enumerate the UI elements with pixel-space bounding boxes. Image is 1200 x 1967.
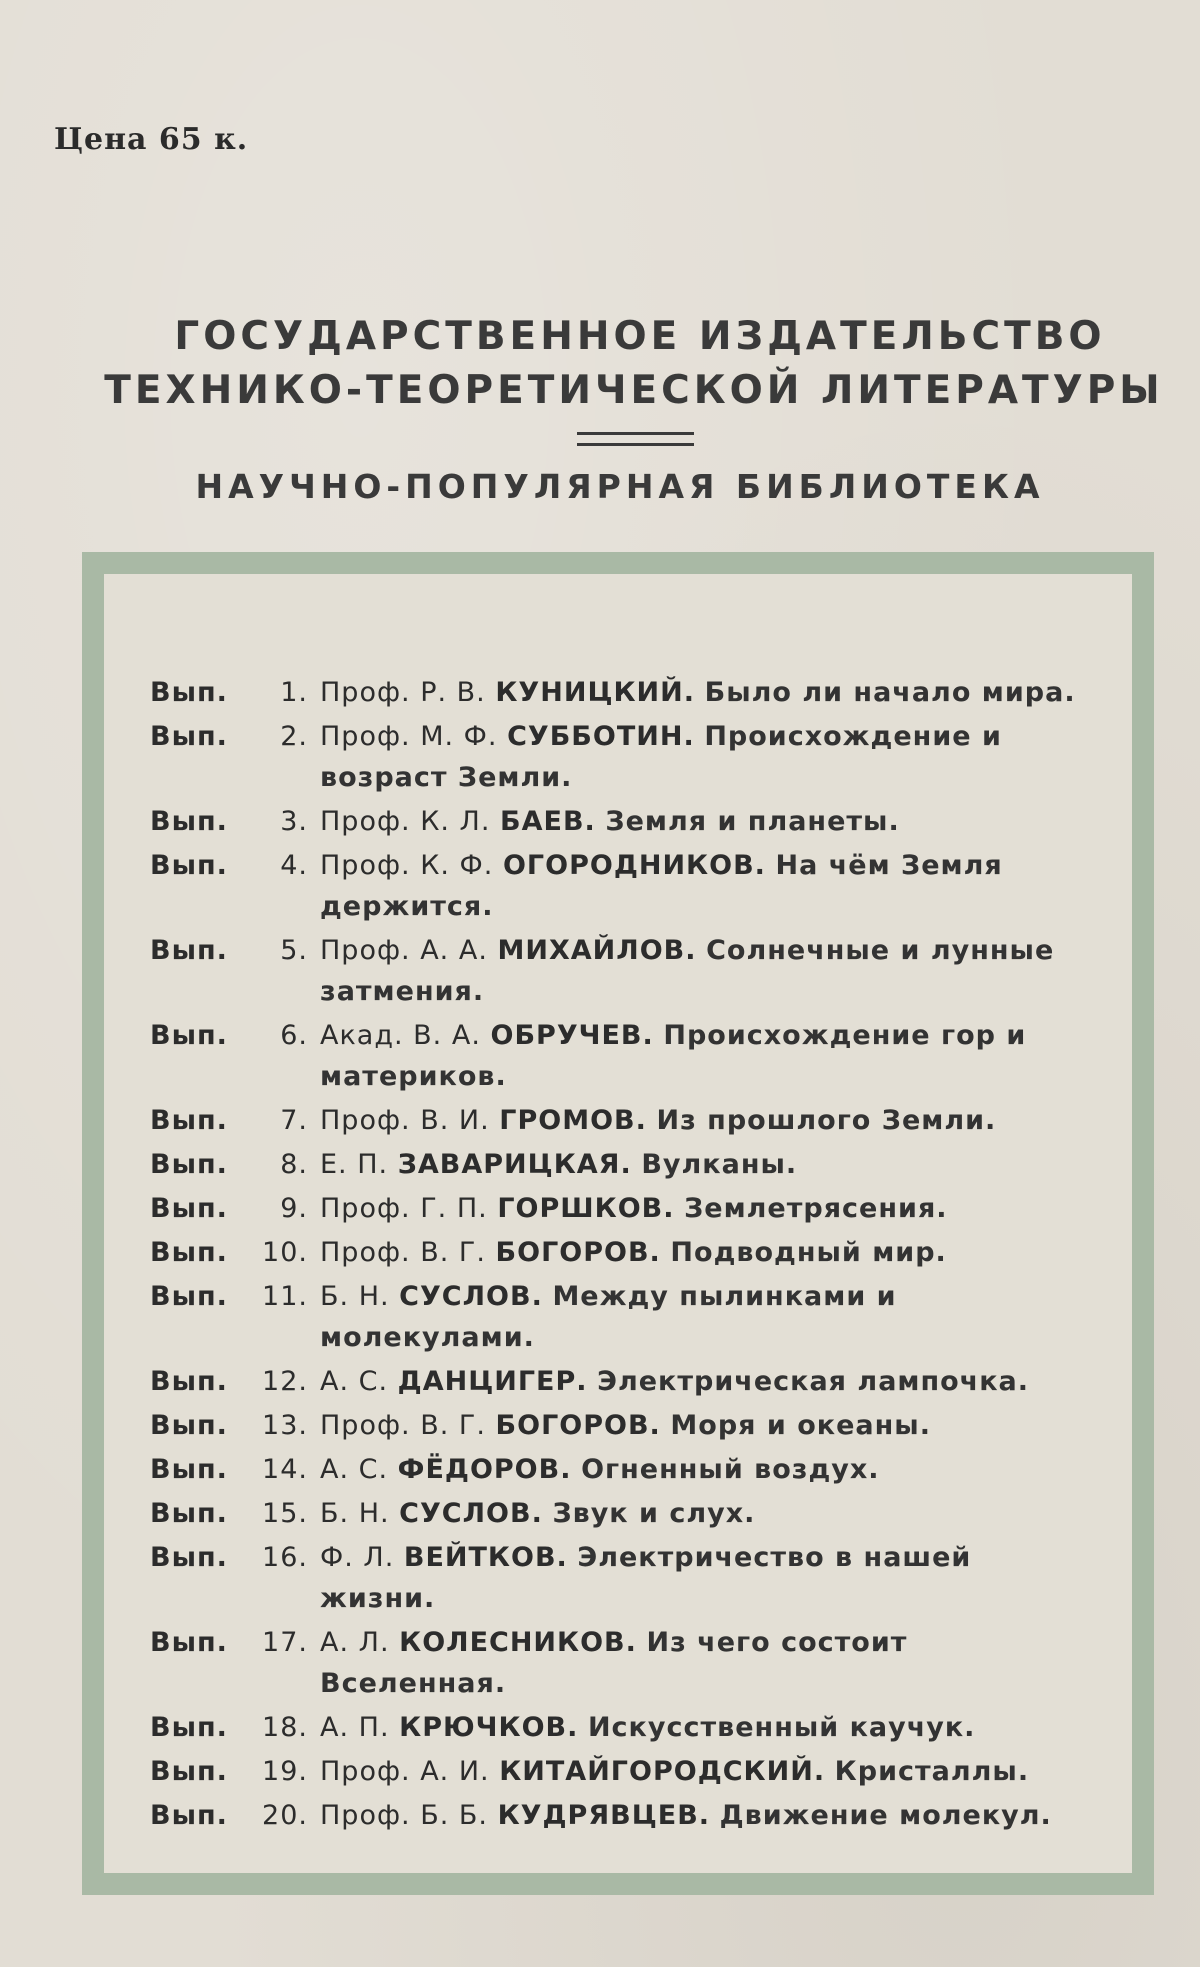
issue-author-prefix: Проф. Р. В.	[320, 677, 486, 708]
issue-number: 6.	[280, 1020, 308, 1051]
issue-title: Звук и слух.	[552, 1498, 756, 1529]
issue-author: СУСЛОВ.	[399, 1281, 543, 1312]
issue-label: Вып.	[150, 935, 228, 966]
issue-author-prefix: Е. П.	[320, 1149, 389, 1180]
issue-author: ЗАВАРИЦКАЯ.	[397, 1149, 632, 1180]
issue-number: 15.	[262, 1498, 308, 1529]
issue-title: Вулканы.	[641, 1149, 798, 1180]
issue-text	[320, 1232, 1095, 1273]
issue-number: 18.	[262, 1712, 308, 1743]
issue-title: Солнечные и лунные затмения.	[320, 935, 1055, 1007]
issue-number: 7.	[280, 1105, 308, 1136]
issue-number: 4.	[280, 850, 308, 881]
issue-author-prefix: Проф. А. И.	[320, 1756, 490, 1787]
issue-author: БАЕВ.	[500, 806, 596, 837]
issue-author: КРЮЧКОВ.	[399, 1712, 579, 1743]
issue-title: Из чего состоит Вселенная.	[320, 1627, 908, 1699]
issue-item	[150, 930, 1095, 1012]
issue-label: Вып.	[150, 806, 228, 837]
issue-title: Электрическая лампочка.	[597, 1366, 1030, 1397]
issue-author-prefix: Проф. К. Ф.	[320, 850, 494, 881]
issue-text	[320, 672, 1095, 713]
issue-author-prefix: Проф. Г. П.	[320, 1193, 488, 1224]
issue-label: Вып.	[150, 1366, 228, 1397]
issue-number: 10.	[262, 1237, 308, 1268]
issue-title: Огненный воздух.	[581, 1454, 880, 1485]
issue-number: 13.	[262, 1410, 308, 1441]
issue-text	[320, 1622, 1095, 1704]
issue-number: 9.	[280, 1193, 308, 1224]
issue-label: Вып.	[150, 1410, 228, 1441]
issue-item	[150, 1449, 1095, 1490]
issue-text	[320, 1100, 1095, 1141]
issue-author: ДАНЦИГЕР.	[397, 1366, 588, 1397]
issue-label: Вып.	[150, 1237, 228, 1268]
issue-text	[320, 930, 1095, 1012]
issue-text	[320, 1537, 1095, 1619]
issue-author-prefix: Проф. В. Г.	[320, 1410, 486, 1441]
issue-number: 5.	[280, 935, 308, 966]
issue-text	[320, 1493, 1095, 1534]
issue-text	[320, 1015, 1095, 1097]
issue-text	[320, 716, 1095, 798]
issue-item	[150, 1100, 1095, 1141]
issue-number: 16.	[262, 1542, 308, 1573]
issue-item	[150, 1232, 1095, 1273]
issue-title: Моря и океаны.	[670, 1410, 931, 1441]
issue-author-prefix: А. С.	[320, 1366, 389, 1397]
issue-label: Вып.	[150, 1281, 228, 1312]
issue-author: ГРОМОВ.	[499, 1105, 647, 1136]
issue-label: Вып.	[150, 1756, 228, 1787]
issue-author-prefix: Проф. Б. Б.	[320, 1800, 489, 1831]
issue-item	[150, 1493, 1095, 1534]
issue-title: Между пылинками и молекулами.	[320, 1281, 897, 1353]
issue-title: Подводный мир.	[670, 1237, 947, 1268]
issue-item	[150, 1015, 1095, 1097]
issue-text	[320, 1405, 1095, 1446]
issue-label: Вып.	[150, 1542, 228, 1573]
issue-author: СУББОТИН.	[507, 721, 695, 752]
issue-number: 8.	[280, 1149, 308, 1180]
issue-author-prefix: Проф. М. Ф.	[320, 721, 498, 752]
issue-title: На чём Земля держится.	[320, 850, 1003, 922]
issue-item	[150, 672, 1095, 713]
issue-author-prefix: Б. Н.	[320, 1498, 390, 1529]
issue-author-prefix: Проф. К. Л.	[320, 806, 491, 837]
issue-item	[150, 1188, 1095, 1229]
issue-title: Электричество в нашей жизни.	[320, 1542, 972, 1614]
issue-number: 20.	[262, 1800, 308, 1831]
issue-item	[150, 1276, 1095, 1358]
publisher-name-line-2: ТЕХНИКО-ТЕОРЕТИЧЕСКОЙ ЛИТЕРАТУРЫ	[104, 368, 1164, 413]
issue-item	[150, 1622, 1095, 1704]
issue-author-prefix: Проф. В. И.	[320, 1105, 490, 1136]
series-title: НАУЧНО-ПОПУЛЯРНАЯ БИБЛИОТЕКА	[195, 467, 1045, 506]
issue-text	[320, 1361, 1095, 1402]
issue-label: Вып.	[150, 1627, 228, 1658]
issue-label: Вып.	[150, 1020, 228, 1051]
issue-number: 17.	[262, 1627, 308, 1658]
issue-author: ОБРУЧЕВ.	[490, 1020, 654, 1051]
issue-label: Вып.	[150, 721, 228, 752]
issue-item	[150, 1751, 1095, 1792]
issue-number: 19.	[262, 1756, 308, 1787]
issue-item	[150, 716, 1095, 798]
issue-label: Вып.	[150, 1193, 228, 1224]
double-rule-divider	[577, 432, 694, 446]
issue-author-prefix: Акад. В. А.	[320, 1020, 481, 1051]
issue-title: Землетрясения.	[684, 1193, 948, 1224]
issue-text	[320, 1188, 1095, 1229]
issue-label: Вып.	[150, 1454, 228, 1485]
issue-list	[150, 672, 1095, 1839]
issue-title: Движение молекул.	[719, 1800, 1052, 1831]
issue-item	[150, 1537, 1095, 1619]
issue-number: 11.	[262, 1281, 308, 1312]
issue-label: Вып.	[150, 1800, 228, 1831]
issue-label: Вып.	[150, 850, 228, 881]
issue-author-prefix: А. П.	[320, 1712, 390, 1743]
issue-number: 2.	[280, 721, 308, 752]
issue-item	[150, 1361, 1095, 1402]
issue-text	[320, 1276, 1095, 1358]
issue-title: Искусственный каучук.	[587, 1712, 976, 1743]
issue-item	[150, 1795, 1095, 1836]
issue-text	[320, 801, 1095, 842]
issue-text	[320, 1795, 1095, 1836]
issue-label: Вып.	[150, 1498, 228, 1529]
issue-author: МИХАЙЛОВ.	[497, 935, 697, 966]
issue-item	[150, 1707, 1095, 1748]
issue-title: Кристаллы.	[834, 1756, 1030, 1787]
publisher-name-line-1: ГОСУДАРСТВЕННОЕ ИЗДАТЕЛЬСТВО	[174, 314, 1106, 359]
issue-title: Происхождение гор и материков.	[320, 1020, 1027, 1092]
issue-item	[150, 1405, 1095, 1446]
issue-author: ВЕЙТКОВ.	[403, 1542, 568, 1573]
issue-number: 1.	[280, 677, 308, 708]
issue-author: ФЁДОРОВ.	[397, 1454, 572, 1485]
issue-title: Происхождение и возраст Земли.	[320, 721, 1002, 793]
issue-text	[320, 1144, 1095, 1185]
issue-author: БОГОРОВ.	[495, 1410, 661, 1441]
issue-number: 14.	[262, 1454, 308, 1485]
issue-title: Было ли начало мира.	[704, 677, 1076, 708]
issue-author-prefix: А. Л.	[320, 1627, 390, 1658]
issue-item	[150, 1144, 1095, 1185]
issue-author: КИТАЙГОРОДСКИЙ.	[499, 1756, 826, 1787]
issue-author: КУДРЯВЦЕВ.	[497, 1800, 711, 1831]
issue-label: Вып.	[150, 677, 228, 708]
issue-label: Вып.	[150, 1712, 228, 1743]
issue-author-prefix: Проф. В. Г.	[320, 1237, 486, 1268]
issue-author: КУНИЦКИЙ.	[495, 677, 696, 708]
issue-text	[320, 1751, 1095, 1792]
issue-author: БОГОРОВ.	[495, 1237, 661, 1268]
issue-text	[320, 1449, 1095, 1490]
issue-author-prefix: Б. Н.	[320, 1281, 390, 1312]
issue-text	[320, 1707, 1095, 1748]
issue-item	[150, 845, 1095, 927]
issue-number: 3.	[280, 806, 308, 837]
issue-author: КОЛЕСНИКОВ.	[399, 1627, 637, 1658]
issue-item	[150, 801, 1095, 842]
price-label: Цена 65 к.	[54, 122, 249, 157]
issue-label: Вып.	[150, 1149, 228, 1180]
issue-text	[320, 845, 1095, 927]
issue-title: Из прошлого Земли.	[656, 1105, 997, 1136]
issue-author-prefix: А. С.	[320, 1454, 389, 1485]
issue-title: Земля и планеты.	[605, 806, 900, 837]
issue-author-prefix: Проф. А. А.	[320, 935, 488, 966]
issue-label: Вып.	[150, 1105, 228, 1136]
issue-author: ОГОРОДНИКОВ.	[502, 850, 766, 881]
issue-author: ГОРШКОВ.	[497, 1193, 675, 1224]
issue-author: СУСЛОВ.	[399, 1498, 543, 1529]
issue-number: 12.	[262, 1366, 308, 1397]
issue-author-prefix: Ф. Л.	[320, 1542, 395, 1573]
